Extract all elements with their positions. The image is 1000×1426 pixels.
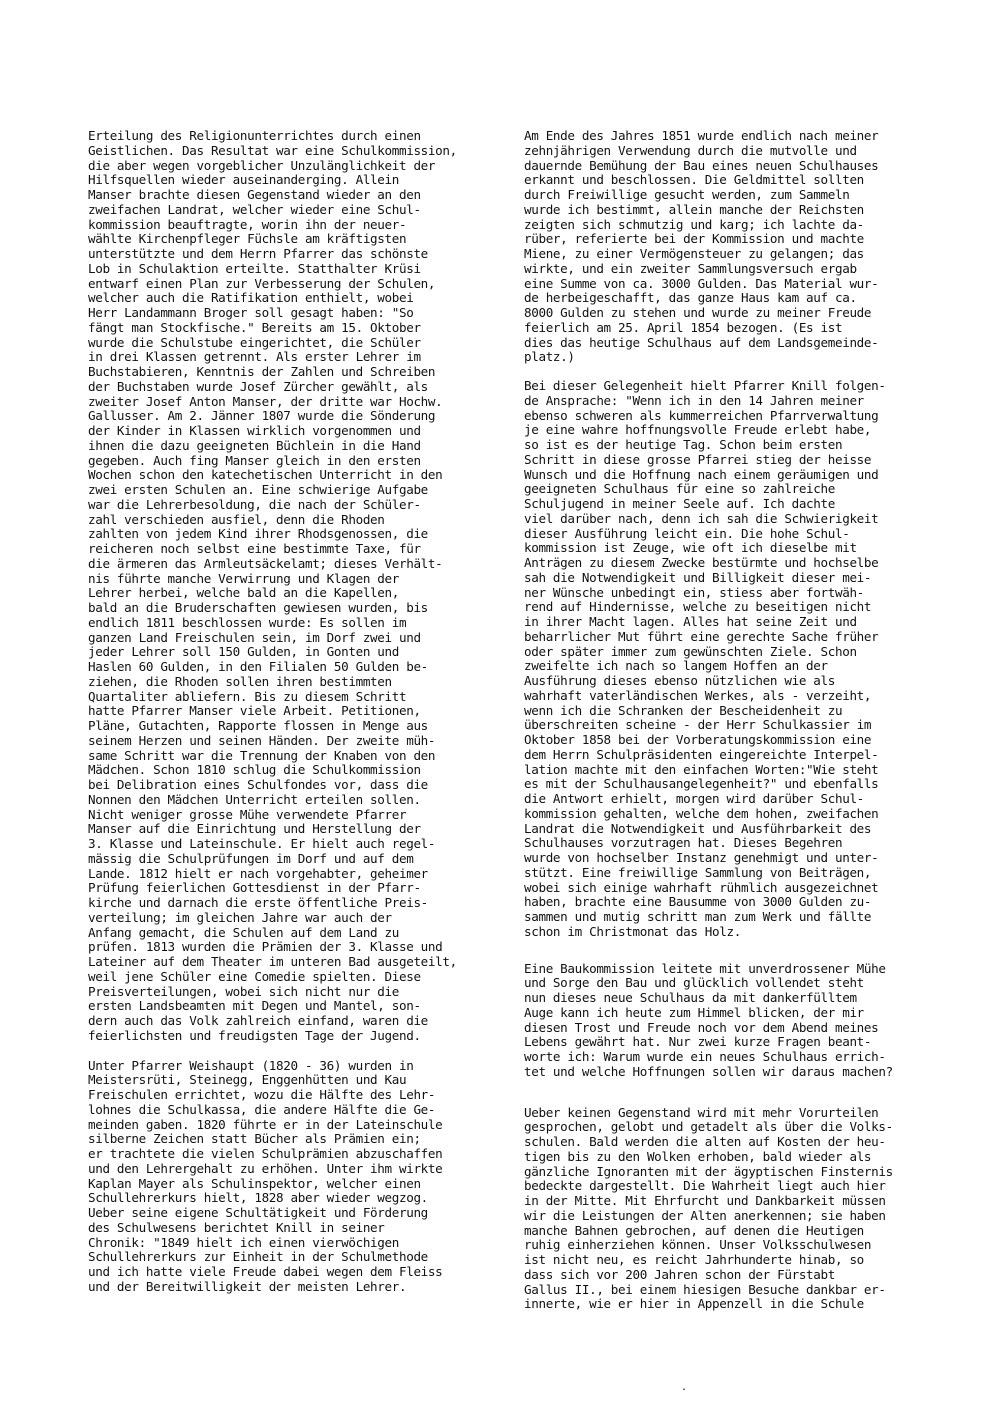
- text-line: silberne Zeichen statt Bücher als Prämien ein;: [88, 1131, 421, 1147]
- text-line: kommission ist Zeuge, wie oft ich dieselbe mit: [524, 540, 857, 556]
- text-line: Lande. 1812 hielt er nach vorgehabter, geheimer: [88, 865, 428, 881]
- text-line: Hilfsquellen wieder auseinanderging. Allein: [88, 172, 399, 188]
- text-line: Schullehrerkurs hielt, 1828 aber wieder wegzog.: [88, 1190, 428, 1206]
- text-line: die aber wegen vorgeblicher Unzulänglichkeit der: [88, 157, 436, 173]
- text-line: haben, brachte eine Bausumme von 3000 Gulden zu-: [524, 894, 872, 910]
- text-line: 8000 Gulden zu stehen und wurde zu meiner Freude: [524, 305, 872, 320]
- text-line: ner Wünsche unbedingt ein, stiess aber fortwäh-: [524, 584, 864, 600]
- text-line: Eine Baukommission leitete mit unverdrossener Mühe: [524, 960, 886, 976]
- text-line: diesen Trost und Freude noch vor dem Abend meines: [524, 1019, 879, 1035]
- text-line: ersten Landsbeamten mit Degen und Mantel, son-: [88, 998, 421, 1014]
- text-line: nis führte manche Verwirrung und Klagen der: [88, 570, 399, 586]
- text-line: beharrlicher Mut führt eine gerechte Sache früher: [524, 628, 879, 644]
- text-line: Herr Landammann Broger soll gesagt haben: "So: [88, 305, 414, 320]
- text-line: es mit der Schulhausangelegenheit?" und ebenfalls: [524, 776, 879, 792]
- text-line: Miene, zu einer Vermögensteuer zu gelangen; das: [524, 246, 864, 261]
- page-mark: .: [681, 1382, 688, 1393]
- text-line: seinem Herzen und seinen Händen. Der zweite müh-: [88, 732, 436, 748]
- text-line: überschreiten scheine - der Herr Schulkassier im: [524, 717, 872, 733]
- text-line: der Buchstaben wurde Josef Zürcher gewählt, als: [88, 378, 428, 394]
- text-line: de herbeigeschafft, das ganze Haus kam auf ca.: [524, 290, 857, 306]
- left-column: [88, 129, 498, 1295]
- text-line: Prüfung feierlichen Gottesdienst in der Pfarr-: [88, 880, 421, 896]
- paragraph: [88, 1059, 498, 1295]
- text-line: Haslen 60 Gulden, in den Filialen 50 Gulden be-: [88, 659, 428, 674]
- text-line: stützt. Eine freiwillige Sammlung von Beiträgen,: [524, 864, 872, 880]
- text-line: welcher auch die Ratifikation enthielt, wobei: [88, 290, 414, 306]
- text-line: hatte Pfarrer Manser viele Arbeit. Petitionen,: [88, 703, 421, 719]
- text-line: dem Herrn Schulpräsidenten eingereichte Interpel-: [524, 746, 879, 762]
- text-line: bald an die Bruderschaften gewiesen wurden, bis: [88, 600, 428, 615]
- text-line: fängt man Stockfische." Bereits am 15. Oktober: [88, 319, 421, 335]
- text-line: Lateiner auf dem Theater im unteren Bad ausgeteilt,: [88, 954, 457, 969]
- text-line: wurde die Schulstube eingerichtet, die Schüler: [88, 334, 421, 350]
- text-line: Erteilung des Religionunterrichtes durch einen: [88, 128, 421, 143]
- text-line: Lehrer herbei, welche bald an die Kapellen,: [88, 585, 399, 601]
- text-line: in ihrer Macht lagen. Alles hat seine Zeit und: [524, 614, 857, 629]
- text-line: wählte Kirchenpfleger Füchsle am kräftigsten: [88, 231, 407, 247]
- paragraph: [524, 379, 944, 940]
- text-line: rüber, referierte bei der Kommission und machte: [524, 231, 864, 247]
- text-line: feierlichsten und freudigsten Tage der Jugend.: [88, 1027, 421, 1043]
- text-line: 3. Klasse und Lateinschule. Er hielt auch regel-: [88, 836, 436, 851]
- text-line: in der Mitte. Mit Ehrfurcht und Dankbarkeit müssen: [524, 1193, 886, 1208]
- text-line: Ueber keinen Gegenstand wird mit mehr Vorurteilen: [524, 1104, 879, 1120]
- text-line: Schuljugend in meiner Seele auf. Ich dachte: [524, 496, 835, 511]
- text-line: Ausführung dieses ebenso nützlichen wie als: [524, 673, 835, 688]
- text-line: innerte, wie er hier in Appenzell in die Schule: [524, 1296, 864, 1312]
- paragraph: [88, 129, 498, 1044]
- text-line: wahrhaft vaterländischen Werkes, als - verzeiht,: [524, 687, 872, 703]
- text-line: lohnes die Schulkassa, die andere Hälfte die Ge-: [88, 1101, 436, 1117]
- text-line: manche Bahnen gebrochen, auf denen die Heutigen: [524, 1222, 864, 1238]
- text-line: kirche und darnach die erste öffentliche Preis-: [88, 895, 428, 910]
- text-line: wobei sich einige wahrhaft rühmlich ausgezeichnet: [524, 879, 879, 895]
- text-line: Nonnen den Mädchen Unterricht erteilen sollen.: [88, 791, 421, 807]
- text-line: sah die Notwendigkeit und Billigkeit dieser mei-: [524, 569, 872, 585]
- text-line: jeder Lehrer soll 150 Gulden, in Gonten und: [88, 644, 399, 660]
- text-line: endlich 1811 beschlossen wurde: Es sollen im: [88, 614, 407, 630]
- text-line: Unter Pfarrer Weishaupt (1820 - 36) wurden in: [88, 1057, 414, 1073]
- right-column: [524, 129, 944, 1312]
- text-line: er trachtete die vielen Schulprämien abzuschaffen: [88, 1146, 443, 1161]
- text-line: Ueber seine eigene Schultätigkeit und Förderung: [88, 1205, 428, 1220]
- text-line: ist nicht neu, es reicht Jahrhunderte hinab, so: [524, 1252, 864, 1267]
- text-line: durch Freiwillige gesucht werden, zum Sammeln: [524, 187, 850, 202]
- text-line: worte ich: Warum wurde ein neues Schulhaus errich-: [524, 1049, 886, 1064]
- text-line: gegeben. Auch fing Manser gleich in den ersten: [88, 452, 421, 468]
- text-line: kommission beauftragte, worin ihn der neuer-: [88, 216, 407, 232]
- text-line: verteilung; im gleichen Jahre war auch der: [88, 909, 392, 925]
- text-line: entwarf einen Plan zur Verbesserung der Schulen,: [88, 275, 436, 291]
- text-line: same Schritt war die Trennung der Knaben von den: [88, 747, 436, 763]
- paragraph: [524, 1106, 944, 1313]
- text-line: Manser auf die Einrichtung und Herstellung der: [88, 821, 421, 837]
- text-line: je eine wahre hoffnungsvolle Freude erlebt habe,: [524, 422, 872, 438]
- text-line: so ist es der heutige Tag. Schon beim ersten: [524, 437, 843, 452]
- text-line: de Ansprache: "Wenn ich in den 14 Jahren meiner: [524, 392, 864, 408]
- text-line: Gallusser. Am 2. Jänner 1807 wurde die Sönderung: [88, 408, 436, 424]
- text-line: erkannt und beschlossen. Die Geldmittel sollten: [524, 172, 864, 188]
- text-line: Bei dieser Gelegenheit hielt Pfarrer Knill folgen-: [524, 378, 886, 393]
- text-line: Kaplan Mayer als Schulinspektor, welcher einen: [88, 1175, 421, 1191]
- text-line: unterstützte und dem Herrn Pfarrer das schönste: [88, 246, 428, 261]
- text-line: rend auf Hindernisse, welche zu beseitigen nicht: [524, 599, 872, 615]
- text-line: Am Ende des Jahres 1851 wurde endlich nach meiner: [524, 128, 879, 143]
- text-line: Lebens gewährt hat. Nur zwei kurze Fragen beant-: [524, 1034, 872, 1050]
- text-line: wurde von hochselber Instanz genehmigt und unter-: [524, 850, 879, 865]
- text-line: feierlich am 25. April 1854 bezogen. (Es ist: [524, 319, 843, 335]
- text-line: meinden gaben. 1820 führte er in der Lateinschule: [88, 1116, 443, 1132]
- text-line: dauernde Bemühung der Bau eines neuen Schulhauses: [524, 157, 879, 173]
- text-line: Wochen schon den katechetischen Unterricht in den: [88, 467, 443, 483]
- text-line: zweifelte ich nach so langem Hoffen an der: [524, 658, 828, 674]
- text-line: Preisverteilungen, wobei sich nicht nur die: [88, 983, 399, 999]
- text-line: und der Bereitwilligkeit der meisten Lehrer.: [88, 1278, 407, 1294]
- text-line: reicheren noch selbst eine bestimmte Taxe, für: [88, 541, 421, 556]
- text-line: Nicht weniger grosse Mühe verwendete Pfarrer: [88, 806, 407, 822]
- text-line: die ärmeren das Armleutsäckelamt; dieses Verhält-: [88, 555, 443, 571]
- text-line: weil jene Schüler eine Comedie spielten. Diese: [88, 968, 421, 984]
- text-line: bedeckte dargestellt. Die Wahrheit liegt auch hier: [524, 1178, 886, 1194]
- text-line: prüfen. 1813 wurden die Prämien der 3. Klasse und: [88, 939, 443, 955]
- text-line: zehnjährigen Verwendung durch die mutvolle und: [524, 142, 857, 158]
- text-line: zweifachen Landrat, welcher wieder eine Schul-: [88, 201, 421, 217]
- text-line: in drei Klassen getrennt. Als erster Lehrer im: [88, 349, 421, 365]
- text-line: Pläne, Gutachten, Rapporte flossen in Menge aus: [88, 718, 428, 733]
- text-line: Buchstabieren, Kenntnis der Zahlen und Schreiben: [88, 364, 436, 379]
- text-line: ihnen die dazu geeigneten Büchlein in die Hand: [88, 437, 421, 453]
- text-line: Chronik: "1849 hielt ich einen vierwöchigen: [88, 1234, 399, 1250]
- text-line: Wunsch und die Hoffnung nach einem geräumigen und: [524, 466, 879, 482]
- text-line: dern auch das Volk zahlreich einfand, waren die: [88, 1013, 428, 1028]
- text-line: Mädchen. Schon 1810 schlug die Schulkommission: [88, 762, 421, 778]
- text-line: und ich hatte viele Freude dabei wegen dem Fleiss: [88, 1264, 443, 1279]
- text-line: wurde ich bestimmt, allein manche der Reichsten: [524, 201, 864, 217]
- text-line: dies das heutige Schulhaus auf dem Landsgemeinde-: [524, 334, 879, 350]
- text-line: ebenso schweren als kummerreichen Pfarrverwaltung: [524, 407, 879, 423]
- text-line: geeigneten Schulhaus für eine so zahlreiche: [524, 481, 835, 497]
- text-line: Gallus II., bei einem hiesigen Besuche dankbar er-: [524, 1281, 886, 1297]
- text-line: zeigten sich schmutzig und karg; ich lachte da-: [524, 216, 864, 232]
- text-line: Schullehrerkurs zur Einheit in der Schulmethode: [88, 1249, 428, 1265]
- text-line: die Antwort erhielt, morgen wird darüber Schul-: [524, 791, 864, 806]
- text-line: tet und welche Hoffnungen sollen wir daraus machen?: [524, 1063, 893, 1079]
- text-line: der Kinder in Klassen wirklich vorgenommen und: [88, 423, 421, 438]
- text-line: ziehen, die Rhoden sollen ihren bestimmten: [88, 673, 392, 689]
- text-line: mässig die Schulprüfungen im Dorf und auf dem: [88, 850, 414, 866]
- text-line: Manser brachte diesen Gegenstand wieder an den: [88, 187, 421, 202]
- text-line: platz.): [524, 349, 575, 365]
- text-line: gänzliche Ignoranten mit der ägyptischen Finsternis: [524, 1163, 893, 1179]
- text-line: ruhig einherziehen können. Unser Volksschulwesen: [524, 1237, 872, 1253]
- text-line: war die Lehrerbesoldung, die nach der Schüler-: [88, 496, 421, 512]
- text-line: Schritt in diese grosse Pfarrei stieg der heisse: [524, 451, 872, 467]
- text-line: Landrat die Notwendigkeit und Ausführbarkeit des: [524, 820, 872, 836]
- text-line: eine Summe von ca. 3000 Gulden. Das Material wur-: [524, 275, 879, 291]
- text-line: ganzen Land Freischulen sein, im Dorf zwei und: [88, 629, 421, 645]
- text-line: Anfang gemacht, die Schulen auf dem Land zu: [88, 924, 399, 940]
- text-line: Lob in Schulaktion erteilte. Statthalter Krüsi: [88, 260, 421, 276]
- text-line: Oktober 1858 bei der Vorberatungskommission eine: [524, 732, 872, 747]
- text-line: wirkte, und ein zweiter Sammlungsversuch ergab: [524, 260, 857, 276]
- text-line: Meistersrüti, Steinegg, Enggenhütten und Kau: [88, 1072, 407, 1088]
- text-line: bei Delibration eines Schulfondes vor, dass die: [88, 777, 428, 792]
- text-line: nun dieses neue Schulhaus da mit dankerfülltem: [524, 990, 857, 1005]
- text-line: sammen und mutig schritt man zum Werk und fällte: [524, 909, 872, 924]
- text-line: lation machte mit den einfachen Worten:"Wie steht: [524, 761, 879, 777]
- text-line: zahl verschieden ausfiel, denn die Rhoden: [88, 511, 385, 527]
- paragraph: [524, 962, 944, 1080]
- text-line: zahlten von jedem Kind ihrer Rhodsgenossen, die: [88, 526, 428, 542]
- text-line: tigen bis zu den Wolken erhoben, bald wieder als: [524, 1148, 872, 1164]
- text-line: gesprochen, gelobt und getadelt als über die Volks-: [524, 1119, 893, 1135]
- text-line: Freischulen errichtet, wozu die Hälfte des Lehr-: [88, 1087, 436, 1102]
- text-line: zweiter Josef Anton Manser, der dritte war Hochw.: [88, 393, 443, 409]
- text-line: wir die Leistungen der Alten anerkennen; sie haben: [524, 1207, 886, 1223]
- text-line: schon im Christmonat das Holz.: [524, 923, 741, 939]
- text-line: kommission gehalten, welche dem hohen, zweifachen: [524, 805, 879, 821]
- paragraph: [524, 129, 944, 365]
- text-line: wenn ich die Schranken der Bescheidenheit zu: [524, 702, 843, 718]
- text-line: viel darüber nach, denn ich sah die Schwierigkeit: [524, 510, 879, 526]
- text-line: Schulhauses vorzutragen hat. Dieses Begehren: [524, 835, 843, 851]
- text-line: dass sich vor 200 Jahren schon der Fürstabt: [524, 1266, 835, 1282]
- text-line: Anträgen zu diesem Zwecke bestürmte und hochselbe: [524, 555, 879, 570]
- text-line: oder später immer zum gewünschten Ziele. Schon: [524, 643, 857, 659]
- text-line: dieser Ausführung leicht ein. Die hohe Schul-: [524, 525, 850, 541]
- text-line: Quartaliter abliefern. Bis zu diesem Schritt: [88, 688, 407, 704]
- text-line: Geistlichen. Das Resultat war eine Schulkommission,: [88, 142, 457, 158]
- text-line: schulen. Bald werden die alten auf Kosten der heu-: [524, 1134, 886, 1149]
- text-line: Auge kann ich heute zum Himmel blicken, der mir: [524, 1004, 864, 1020]
- text-line: zwei ersten Schulen an. Eine schwierige Aufgabe: [88, 482, 428, 497]
- text-line: und den Lehrergehalt zu erhöhen. Unter ihm wirkte: [88, 1160, 443, 1176]
- text-line: und Sorge den Bau und glücklich vollendet steht: [524, 975, 864, 991]
- text-line: des Schulwesens berichtet Knill in seiner: [88, 1219, 385, 1235]
